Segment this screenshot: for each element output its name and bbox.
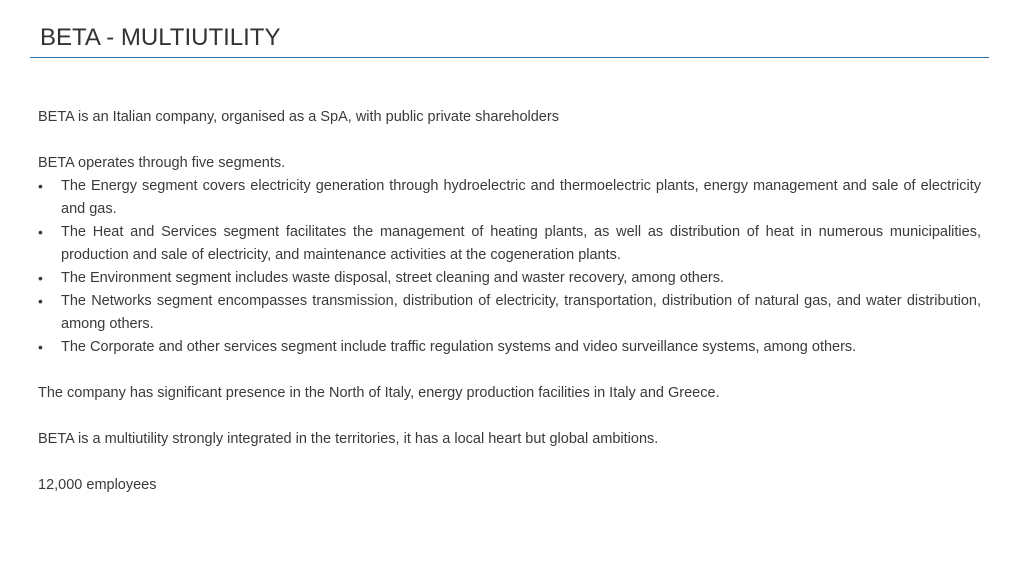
- slide-body: [38, 106, 981, 497]
- spacer: [38, 405, 981, 428]
- title-divider: [30, 57, 989, 58]
- bullet-icon: •: [38, 293, 43, 309]
- segment-text: The Networks segment encompasses transmission, distribution of electricity, transportation, distribution of natural gas, and water distribution, among others.: [61, 293, 981, 332]
- intro-paragraph: BETA is an Italian company, organised as a SpA, with public private shareholders: [38, 109, 559, 125]
- slide-title: BETA - MULTIUTILITY: [40, 24, 281, 51]
- segments-intro: BETA operates through five segments.: [38, 155, 286, 171]
- bullet-icon: •: [38, 178, 43, 194]
- segment-item-heat-services: [38, 221, 981, 267]
- segments-list: [38, 175, 981, 359]
- segment-text: The Heat and Services segment facilitates the management of heating plants, as well as distribution of heat in numerous municipalities, production and sale of electricity, and maintenance activities at the cogeneration plants.: [61, 224, 981, 263]
- presence-paragraph: The company has significant presence in the North of Italy, energy production facilities in Italy and Greece.: [38, 385, 720, 401]
- employees-count: 12,000 employees: [38, 477, 157, 493]
- bullet-icon: •: [38, 339, 43, 355]
- segment-item-environment: [38, 267, 981, 290]
- multiutility-paragraph: BETA is a multiutility strongly integrated in the territories, it has a local heart but global ambitions.: [38, 431, 659, 447]
- segment-text: The Environment segment includes waste disposal, street cleaning and waster recovery, among others.: [61, 270, 725, 286]
- segment-text: The Energy segment covers electricity generation through hydroelectric and thermoelectric plants, energy management and sale of electricity and gas.: [61, 178, 981, 217]
- bullet-icon: •: [38, 224, 43, 240]
- spacer: [38, 359, 981, 382]
- segment-text: The Corporate and other services segment include traffic regulation systems and video surveillance systems, among others.: [61, 339, 857, 355]
- segment-item-energy: [38, 175, 981, 221]
- spacer: [38, 129, 981, 152]
- segment-item-networks: [38, 290, 981, 336]
- segment-item-corporate: [38, 336, 981, 359]
- spacer: [38, 451, 981, 474]
- bullet-icon: •: [38, 270, 43, 286]
